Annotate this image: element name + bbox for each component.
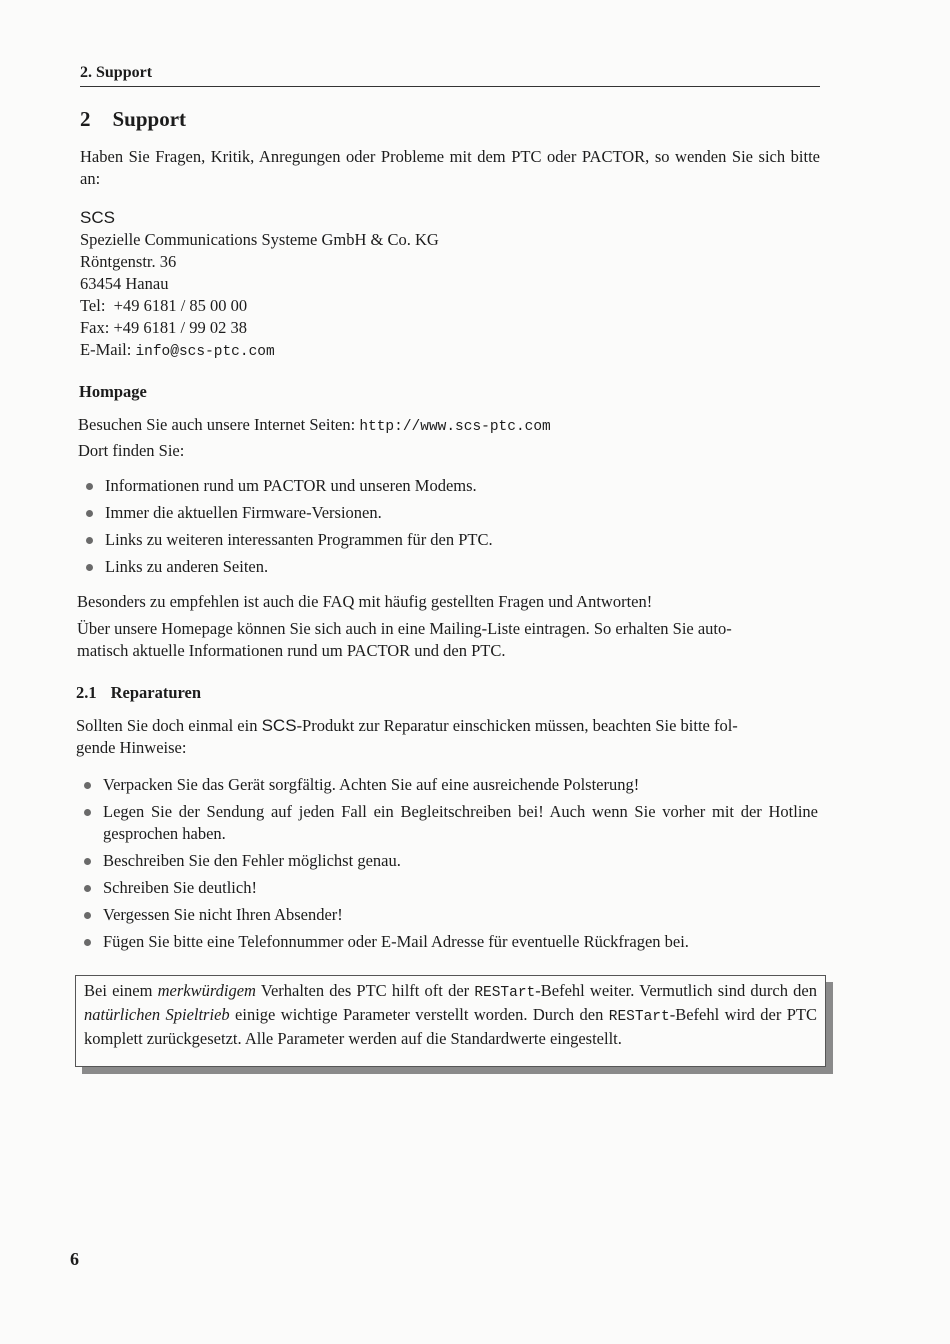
email-label: E-Mail: (80, 340, 136, 359)
note-text-part: -Befehl weiter. Vermutlich sind durch den (535, 981, 817, 1000)
list-item: Informationen rund um PACTOR und unseren Modems. (80, 475, 780, 497)
homepage-list (80, 475, 780, 578)
list-item: Links zu anderen Seiten. (80, 556, 780, 578)
list-item: Vergessen Sie nicht Ihren Absender! (78, 904, 818, 926)
section-title (80, 106, 186, 132)
mailing-paragraph-line1: Über unsere Homepage können Sie sich auch in eine Mailing-Liste eintragen. So erhalten Sie auto- (77, 619, 732, 638)
find-intro: Dort finden Sie: (78, 441, 185, 460)
list-item: Fügen Sie bitte eine Telefonnummer oder E-Mail Adresse für eventuelle Rückfragen bei. (78, 931, 818, 953)
repairs-intro-line1 (76, 715, 821, 737)
city: 63454 Hanau (80, 274, 169, 293)
list-item: Beschreiben Sie den Fehler möglichst genau. (78, 850, 818, 872)
email-line (80, 339, 680, 363)
restart-command: RESTart (608, 1009, 670, 1025)
email-address[interactable]: info@scs-ptc.com (135, 344, 275, 360)
homepage-heading: Hompage (79, 382, 147, 401)
subsection-number: 2.1 (76, 683, 97, 702)
repairs-intro-text: Sollten Sie doch einmal ein (76, 716, 262, 735)
note-text (84, 980, 817, 1050)
running-header: 2. Support (80, 64, 153, 81)
page-number: 6 (70, 1249, 79, 1269)
list-item: Schreiben Sie deutlich! (78, 877, 818, 899)
homepage-url[interactable]: http://www.scs-ptc.com (359, 419, 551, 435)
list-item: Links zu weiteren interessanten Programmen für den PTC. (80, 529, 780, 551)
subsection-title-text: Reparaturen (110, 683, 202, 702)
company-name: Spezielle Communications Systeme GmbH & Co. KG (80, 230, 439, 249)
note-emphasis: merkwürdigem (157, 981, 256, 1000)
homepage-visit (78, 414, 818, 438)
header-rule (80, 86, 820, 87)
contact-block (80, 207, 680, 363)
scs-product: SCS (261, 716, 297, 735)
telephone: Tel: +49 6181 / 85 00 00 (80, 296, 248, 315)
note-emphasis: natürlichen Spieltrieb (84, 1005, 230, 1024)
intro-paragraph: Haben Sie Fragen, Kritik, Anregungen oder Probleme mit dem PTC oder PACTOR, so wenden Sie sich bitte an: (80, 147, 820, 188)
list-item: Legen Sie der Sendung auf jeden Fall ein Begleitschreiben bei! Auch wenn Sie vorher mit der Hotline gesprochen haben. (78, 801, 818, 845)
mailing-paragraph-line2: matisch aktuelle Informationen rund um PACTOR und den PTC. (77, 641, 506, 660)
section-number: 2 (80, 107, 91, 131)
list-item: Verpacken Sie das Gerät sorgfältig. Achten Sie auf eine ausreichende Polsterung! (78, 774, 818, 796)
company-short: SCS (80, 208, 115, 227)
restart-command: RESTart (474, 985, 536, 1001)
fax: Fax: +49 6181 / 99 02 38 (80, 318, 247, 337)
section-title-text: Support (112, 107, 187, 131)
note-text-part: einige wichtige Parameter verstellt worden. Durch den (229, 1005, 609, 1024)
repairs-intro-line2: gende Hinweise: (76, 738, 187, 757)
note-text-part: -Befehl wird der PTC komplett zurückgesetzt. Alle Parameter werden auf die Standardwerte eingestellt. (84, 1005, 817, 1048)
note-text-part: Bei einem (84, 981, 158, 1000)
street: Röntgenstr. 36 (80, 252, 177, 271)
list-item: Immer die aktuellen Firmware-Versionen. (80, 502, 780, 524)
repairs-list (78, 774, 818, 953)
note-text-part: Verhalten des PTC hilft oft der (255, 981, 475, 1000)
visit-text: Besuchen Sie auch unsere Internet Seiten: (78, 415, 360, 434)
repairs-intro-text-cont: -Produkt zur Reparatur einschicken müssen, beachten Sie bitte fol- (296, 716, 738, 735)
note-box (75, 975, 826, 1067)
faq-paragraph: Besonders zu empfehlen ist auch die FAQ mit häufig gestellten Fragen und Antworten! (77, 592, 653, 611)
subsection-title (76, 682, 201, 704)
